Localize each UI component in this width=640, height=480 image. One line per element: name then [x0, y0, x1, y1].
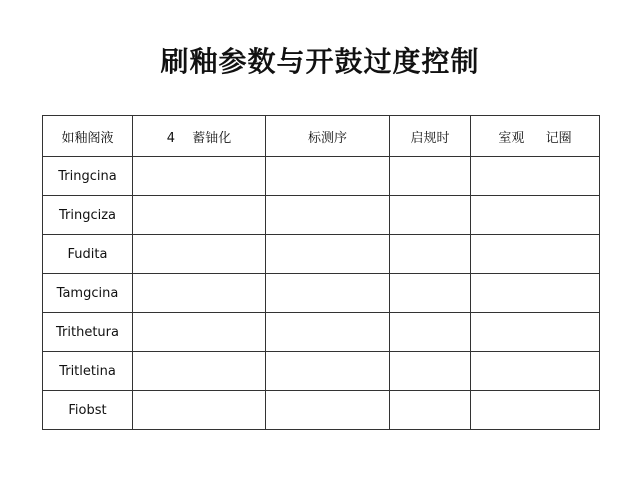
column-header-2: 4 蓄铀化: [133, 116, 266, 157]
table-cell: [266, 391, 390, 430]
table-cell: [471, 235, 600, 274]
column-header-3: 标测序: [266, 116, 390, 157]
table-cell: [471, 313, 600, 352]
table-cell: [390, 196, 471, 235]
table-cell: [266, 157, 390, 196]
table-row: [43, 313, 600, 352]
table-row: [43, 196, 600, 235]
table-cell: [266, 196, 390, 235]
row-label: Tamgcina: [43, 274, 133, 313]
table-cell: [133, 313, 266, 352]
parameter-table: [42, 115, 600, 430]
row-label: Tringcina: [43, 157, 133, 196]
table-cell: [390, 352, 471, 391]
table-cell: [266, 235, 390, 274]
table-cell: [390, 235, 471, 274]
table-cell: [390, 313, 471, 352]
table-cell: [266, 313, 390, 352]
table-cell: [471, 274, 600, 313]
table-row: [43, 391, 600, 430]
table-cell: [471, 391, 600, 430]
table-cell: [133, 391, 266, 430]
table-cell: [133, 352, 266, 391]
table-row: [43, 157, 600, 196]
table-cell: [390, 391, 471, 430]
table-cell: [133, 196, 266, 235]
row-label: Tritletina: [43, 352, 133, 391]
table-cell: [266, 352, 390, 391]
table-row: [43, 352, 600, 391]
table-row: [43, 235, 600, 274]
row-label: Fudita: [43, 235, 133, 274]
row-label: Trithetura: [43, 313, 133, 352]
table-cell: [390, 157, 471, 196]
table-cell: [133, 274, 266, 313]
column-header-5: 室观 记圈: [471, 116, 600, 157]
table-cell: [390, 274, 471, 313]
table-cell: [471, 157, 600, 196]
table-cell: [266, 274, 390, 313]
table-row: [43, 274, 600, 313]
table-cell: [471, 196, 600, 235]
table-header-row: [43, 116, 600, 157]
table-cell: [133, 235, 266, 274]
page-title: 刷釉参数与开鼓过度控制: [160, 45, 480, 78]
row-label: Tringciza: [43, 196, 133, 235]
column-header-1: 如釉阁液: [43, 116, 133, 157]
table-cell: [133, 157, 266, 196]
row-label: Fiobst: [43, 391, 133, 430]
table-cell: [471, 352, 600, 391]
column-header-4: 启规时: [390, 116, 471, 157]
